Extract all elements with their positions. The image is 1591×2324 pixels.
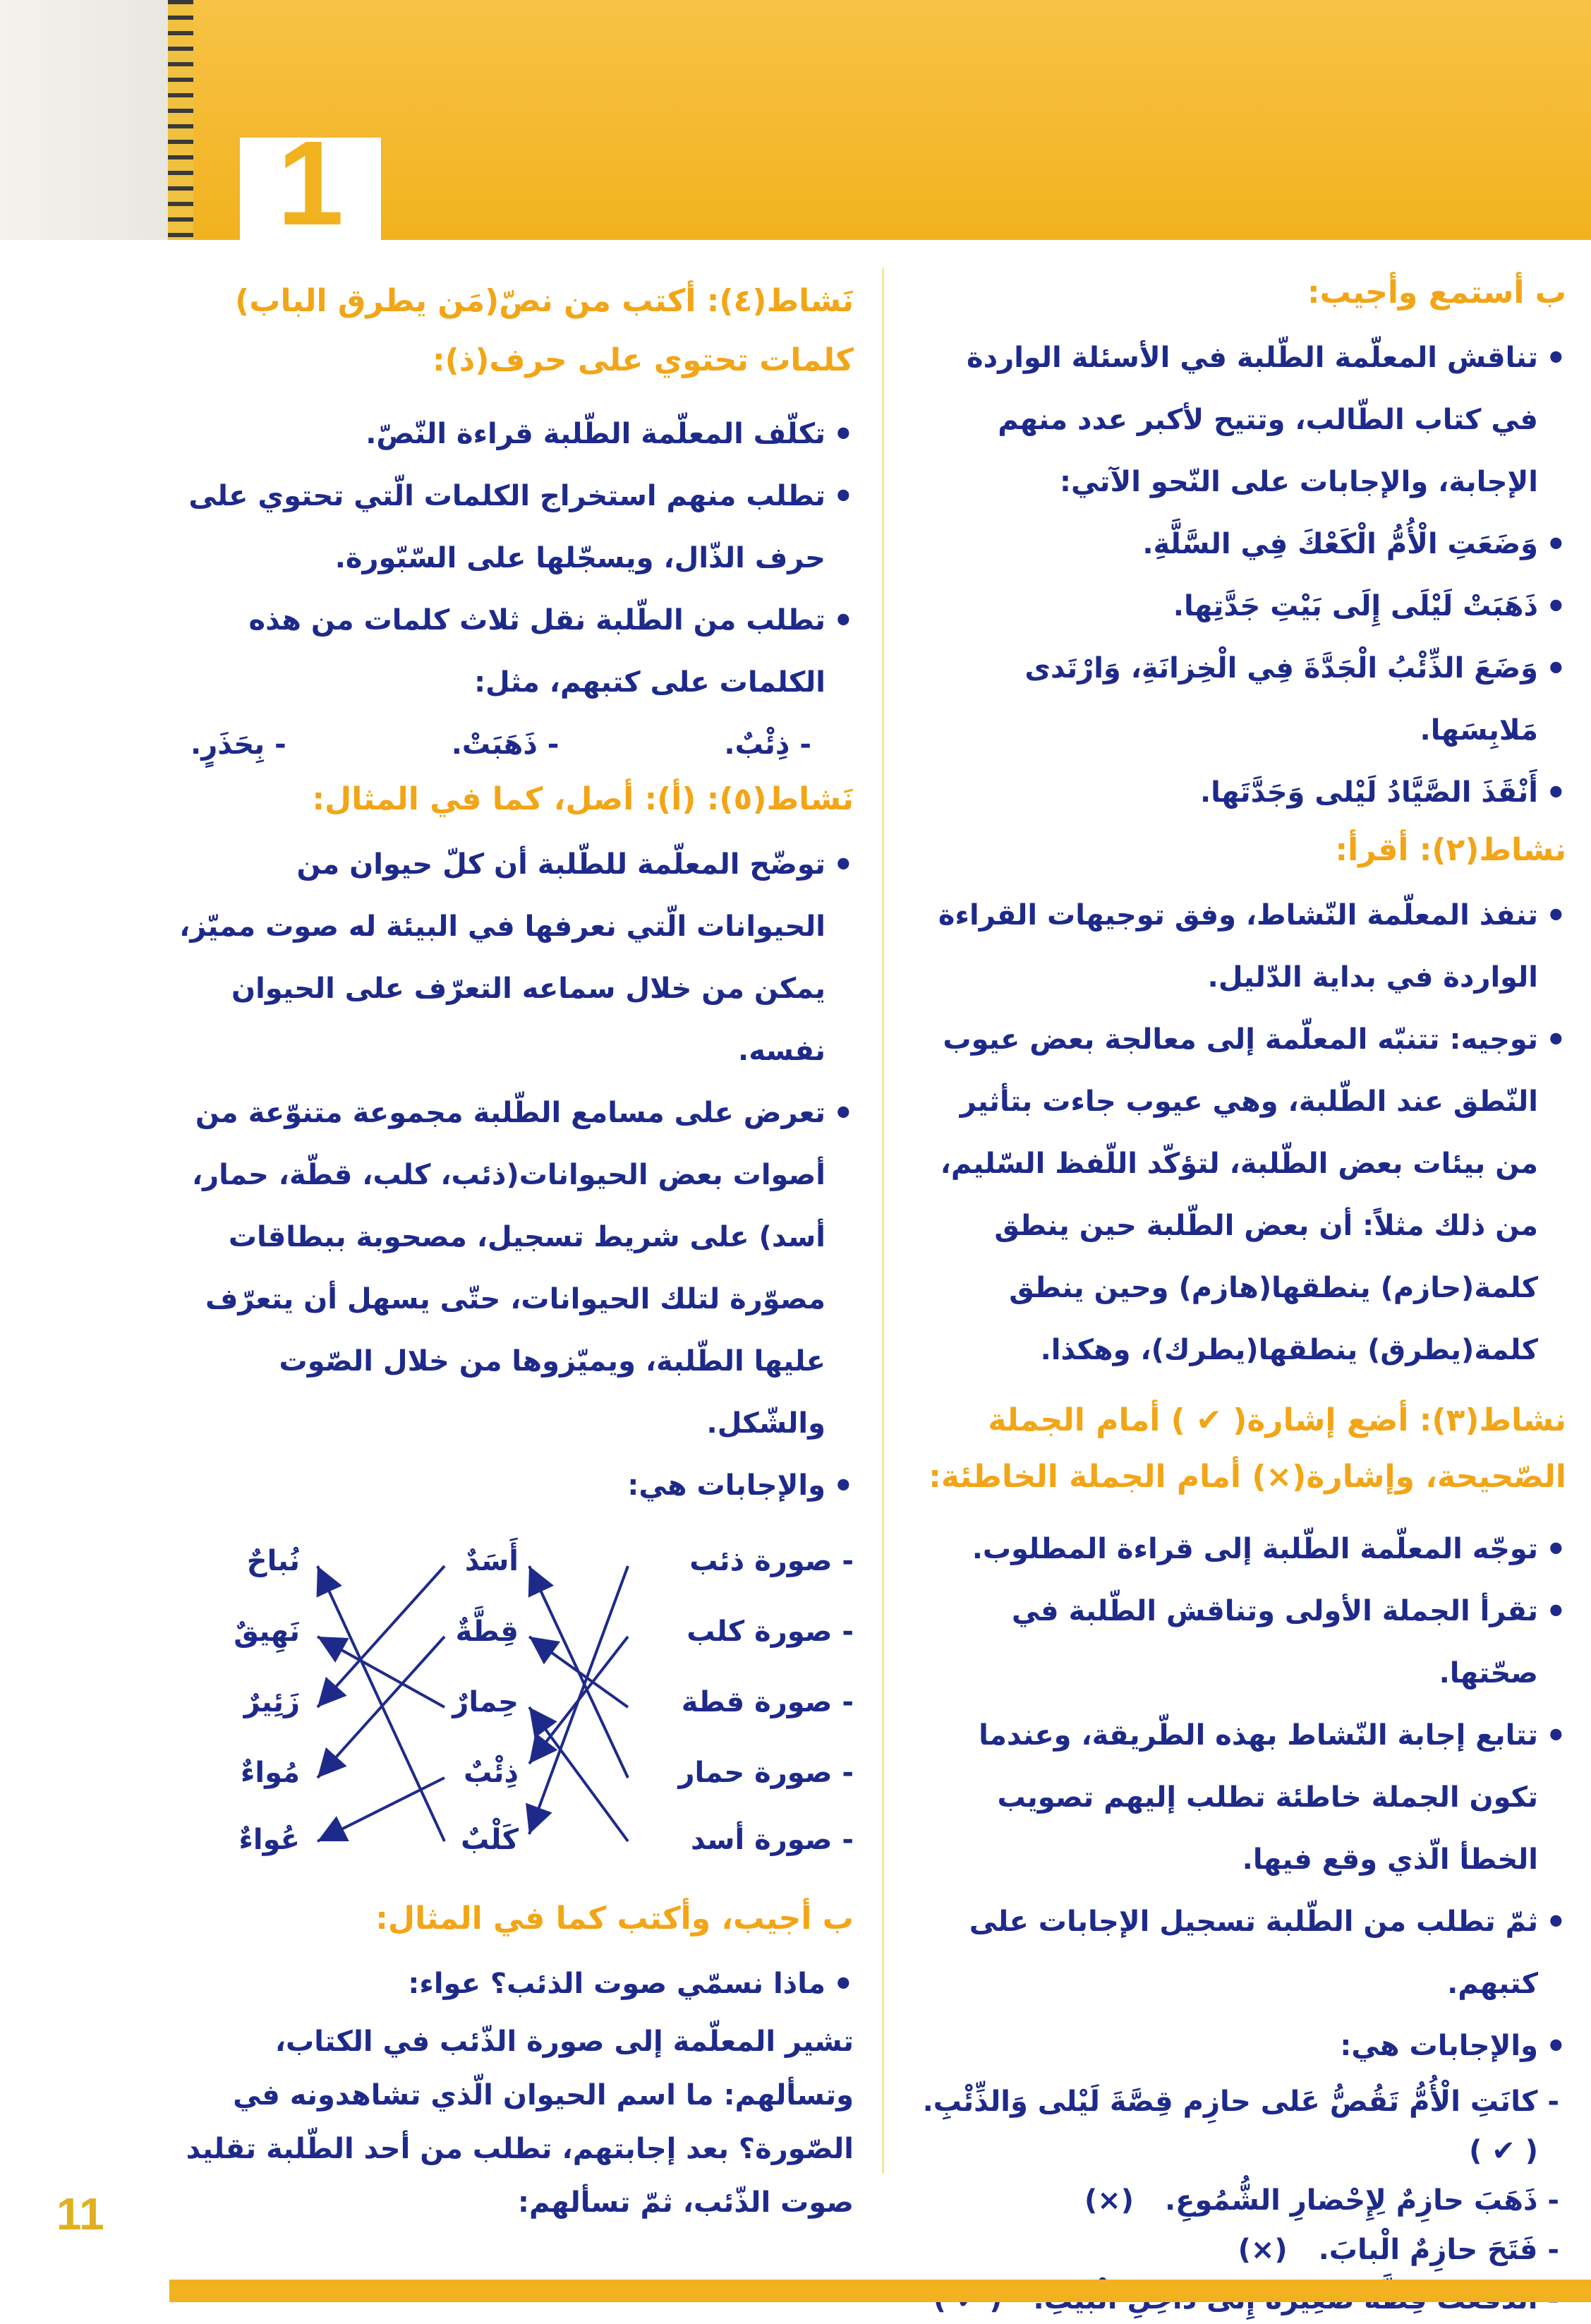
answer-item bbox=[910, 2176, 1566, 2225]
activity-4-bullet-1: • تكلّف المعلّمة الطّلبة قراءة النّصّ. bbox=[162, 403, 854, 465]
unit-header-banner bbox=[176, 0, 1591, 240]
activity-3-bullet-1: • توجّه المعلّمة الطّلبة إلى قراءة المطلوب. bbox=[910, 1518, 1566, 1580]
section-b-write-bullet-1: • ماذا نسمّي صوت الذئب؟ عواء: bbox=[162, 1953, 854, 2015]
match-animal: أَسَدٌ bbox=[464, 1545, 519, 1577]
match-sound: نَهِيقٌ bbox=[234, 1615, 300, 1648]
page-number: 11 bbox=[56, 2188, 104, 2239]
activity-4-bullet-2: • تطلب منهم استخراج الكلمات الّتي تحتوي على حرف الذّال، ويسجّلها على السّبّورة. bbox=[162, 465, 854, 589]
match-sound: عُواءٌ bbox=[238, 1824, 300, 1856]
answer-mark: (×) bbox=[1238, 2234, 1288, 2266]
activity-5-answers-label: • والإجابات هي: bbox=[162, 1455, 854, 1517]
activity-3-bullet-4: • ثمّ تطلب من الطّلبة تسجيل الإجابات على كتبهم. bbox=[910, 1891, 1566, 2015]
section-b-bullet-2: • وَضَعَتِ الْأُمُّ الْكَعْكَ فِي السَّلَّةِ. bbox=[910, 513, 1566, 575]
match-animal: حِمارٌ bbox=[452, 1686, 519, 1718]
activity-3-heading: نشاط(٣): أضع إشارة( ✔ ) أمام الجملة الصّحيحة، وإشارة(×) أمام الجملة الخاطئة: bbox=[928, 1402, 1566, 1495]
activity-5-bullet-2: • تعرض على مسامع الطّلبة مجموعة متنوّعة من أصوات بعض الحيوانات(ذئب، كلب، قطّة، حمار، أسد) على شريط تسجيل، مصحوبة ببطاقات مصوّرة لتلك الحيوانات، حتّى يسهل أن يتعرّف عليها الطّلبة، ويميّزوها من خلال الصّوت والشّكل. bbox=[162, 1082, 854, 1455]
column-divider bbox=[882, 268, 884, 2174]
match-sound: مُواءٌ bbox=[240, 1757, 300, 1789]
match-line bbox=[317, 1566, 444, 1841]
right-column bbox=[910, 272, 1566, 2324]
matching-diagram bbox=[162, 1524, 854, 1891]
match-image: - صورة أسد bbox=[691, 1824, 854, 1856]
match-animal: ذِئْبٌ bbox=[464, 1757, 519, 1789]
answer-mark: (×) bbox=[1084, 2184, 1135, 2217]
match-line bbox=[317, 1778, 444, 1841]
section-b-write-paragraph: تشير المعلّمة إلى صورة الذّئب في الكتاب، وتسألهم: ما اسم الحيوان الّذي تشاهدونه في الصّورة؟ بعد إجابتهم، تطلب من أحد الطّلبة تقليد صوت الذّئب، ثمّ تسألهم: bbox=[186, 2025, 854, 2219]
activity-2-heading: نشاط(٢): أقرأ: bbox=[1335, 832, 1566, 868]
match-image: - صورة ذئب bbox=[689, 1545, 854, 1577]
binding-spine bbox=[168, 0, 193, 240]
match-sound: نُباحٌ bbox=[246, 1545, 300, 1577]
activity-5-bullet-1: • توضّح المعلّمة للطّلبة أن كلّ حيوان من الحيوانات الّتي نعرفها في البيئة له صوت مميّز، يمكن من خلال سماعه التعرّف على الحيوان نفسه. bbox=[162, 833, 854, 1082]
match-line bbox=[317, 1637, 444, 1707]
section-b-bullet-4: • وَضَعَ الذِّئْبُ الْجَدَّةَ فِي الْخِزانَةِ، وَارْتَدى مَلابِسَها. bbox=[910, 637, 1566, 761]
example-words bbox=[162, 714, 854, 776]
answer-mark: ( ✔ ) bbox=[1469, 2135, 1538, 2167]
activity-3-bullet-2: • تقرأ الجملة الأولى وتناقش الطّلبة في صحّتها. bbox=[910, 1580, 1566, 1704]
section-b-bullet-1: • تناقش المعلّمة الطّلبة في الأسئلة الواردة في كتاب الطّالب، وتتيح لأكبر عدد منهم الإجابة، والإجابات على النّحو الآتي: bbox=[910, 327, 1566, 513]
unit-number: 1 bbox=[277, 116, 344, 251]
example-word: - ذِئْبٌ. bbox=[724, 728, 811, 761]
match-animal: قِطَّةٌ bbox=[455, 1615, 519, 1648]
activity-3-answers-label: • والإجابات هي: bbox=[910, 2015, 1566, 2077]
activity-2-bullet-2: • توجيه: تتنبّه المعلّمة إلى معالجة بعض عيوب النّطق عند الطّلبة، وهي عيوب جاءت بتأثير من بيئات بعض الطّلبة، لتؤكّد اللّفظ السّليم، من ذلك مثلاً: أن بعض الطّلبة حين ينطق كلمة(حازم) ينطقها(هازم) وحين ينطق كلمة(يطرق) ينطقها(يطرك)، وهكذا. bbox=[910, 1009, 1566, 1381]
section-b-bullet-5: • أَنْقَذَ الصَّيَّادُ لَيْلى وَجَدَّتَها. bbox=[910, 761, 1566, 824]
left-column bbox=[162, 272, 854, 2229]
match-line bbox=[317, 1637, 444, 1778]
match-sound: زَئِيرٌ bbox=[243, 1686, 300, 1718]
match-image: - صورة كلب bbox=[686, 1615, 854, 1648]
header-gray-strip bbox=[0, 0, 176, 240]
activity-2-bullet-1: • تنفذ المعلّمة النّشاط، وفق توجيهات القراءة الواردة في بداية الدّليل. bbox=[910, 884, 1566, 1009]
activity-4-heading: نَشاط(٤): أكتب من نصّ(مَن يطرق الباب) كلمات تحتوي على حرف(ذ): bbox=[235, 283, 854, 378]
answer-item bbox=[910, 2077, 1566, 2176]
answer-text: - كانَتِ الْأُمُّ تَقُصُّ عَلى حازِم قِصَّةَ لَيْلى وَالذِّئْبِ. bbox=[922, 2085, 1559, 2118]
match-line bbox=[529, 1707, 628, 1841]
section-b-heading: ب أستمع وأجيب: bbox=[1307, 275, 1566, 311]
answer-text: - ذَهَبَ حازِمٌ لِإِحْضارِ الشُّمُوعِ. bbox=[1164, 2184, 1559, 2217]
activity-3-bullet-3: • تتابع إجابة النّشاط بهذه الطّريقة، وعندما تكون الجملة خاطئة تطلب إليهم تصويب الخطأ الّذي وقع فيها. bbox=[910, 1704, 1566, 1891]
match-animal: كَلْبٌ bbox=[461, 1824, 519, 1856]
example-word: - ذَهَبَتْ. bbox=[451, 728, 559, 761]
match-image: - صورة قطة bbox=[681, 1686, 854, 1718]
footer-band bbox=[169, 2280, 1591, 2302]
answer-text: - فَتَحَ حازِمٌ الْبابَ. bbox=[1318, 2234, 1559, 2266]
example-word: - بِحَذَرٍ. bbox=[190, 728, 286, 761]
section-b-write-heading: ب أجيب، وأكتب كما في المثال: bbox=[375, 1901, 854, 1937]
answer-item bbox=[910, 2225, 1566, 2275]
activity-5-heading: نَشاط(٥): (أ): أصل، كما في المثال: bbox=[312, 781, 854, 817]
section-b-bullet-3: • ذَهَبَتْ لَيْلَى إِلَى بَيْتِ جَدَّتِها. bbox=[910, 575, 1566, 637]
match-line bbox=[317, 1566, 444, 1707]
activity-4-bullet-3: • تطلب من الطّلبة نقل ثلاث كلمات من هذه الكلمات على كتبهم، مثل: bbox=[162, 589, 854, 714]
match-image: - صورة حمار bbox=[678, 1757, 854, 1789]
